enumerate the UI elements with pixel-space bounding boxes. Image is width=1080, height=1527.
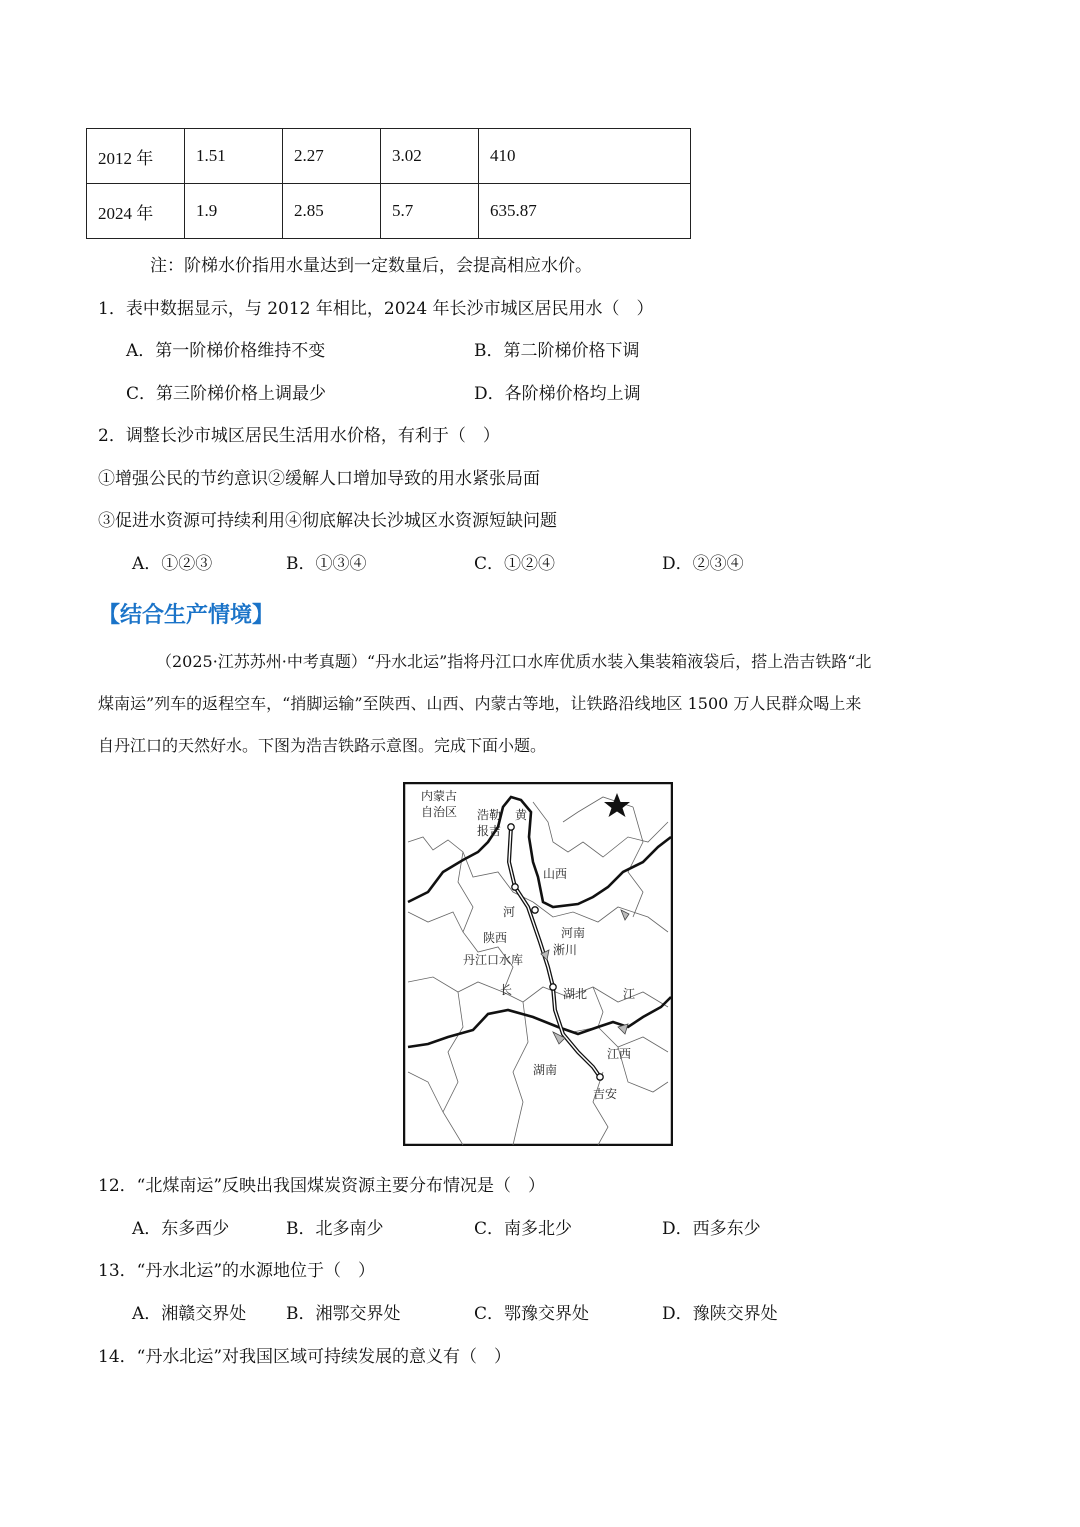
question-2-option-a: A．①②③	[132, 554, 213, 574]
question-2-statement-line: ①增强公民的节约意识②缓解人口增加导致的用水紧张局面	[98, 469, 540, 489]
map-label: 浩勒	[477, 808, 502, 822]
table-cell: 635.87	[479, 184, 691, 239]
question-1-option-a: A．第一阶梯价格维持不变	[126, 341, 326, 361]
table-cell: 2.85	[283, 184, 381, 239]
passage-line: （2025·江苏苏州·中考真题）“丹水北运”指将丹江口水库优质水装入集装箱液袋后，搭上浩吉铁路“北	[156, 652, 872, 671]
map-label: 内蒙古	[421, 789, 458, 803]
table-row	[87, 129, 691, 184]
question-13-option-c: C．鄂豫交界处	[474, 1304, 590, 1324]
question-13-stem: 13．“丹水北运”的水源地位于（ ）	[98, 1261, 376, 1281]
question-2-option-d: D．②③④	[662, 554, 744, 574]
table-cell: 2012 年	[87, 129, 185, 184]
map-label: 河南	[561, 926, 586, 940]
map-label: 河	[503, 905, 516, 919]
question-12-option-d: D．西多东少	[662, 1219, 761, 1239]
question-2-stem: 2．调整长沙市城区居民生活用水价格，有利于（ ）	[98, 426, 500, 446]
question-13-option-b: B．湘鄂交界处	[286, 1304, 401, 1324]
question-12-option-c: C．南多北少	[474, 1219, 573, 1239]
haoji-railway-map	[403, 782, 673, 1146]
table-cell: 3.02	[381, 129, 479, 184]
table-cell: 1.51	[185, 129, 283, 184]
table-cell: 1.9	[185, 184, 283, 239]
table-cell: 2.27	[283, 129, 381, 184]
map-label: 江	[623, 987, 636, 1001]
question-1-option-b: B．第二阶梯价格下调	[474, 341, 640, 361]
map-label: 陕西	[483, 931, 508, 945]
passage-line: 煤南运”列车的返程空车，“捎脚运输”至陕西、山西、内蒙古等地，让铁路沿线地区 1500 万人民群众喝上来	[98, 694, 862, 713]
map-label: 黄	[515, 808, 528, 822]
map-label: 湖北	[563, 987, 588, 1001]
question-1-option-c: C．第三阶梯价格上调最少	[126, 384, 327, 404]
map-label: 湖南	[533, 1063, 558, 1077]
question-13-option-a: A．湘赣交界处	[132, 1304, 247, 1324]
table-cell: 410	[479, 129, 691, 184]
question-2-statement-line: ③促进水资源可持续利用④彻底解决长沙城区水资源短缺问题	[98, 511, 557, 531]
map-label: 长	[500, 983, 513, 997]
question-1-option-d: D．各阶梯价格均上调	[474, 384, 641, 404]
question-1-stem: 1．表中数据显示，与 2012 年相比，2024 年长沙市城区居民用水（ ）	[98, 299, 654, 319]
passage-line: 自丹江口的天然好水。下图为浩吉铁路示意图。完成下面小题。	[98, 736, 547, 755]
question-14-stem: 14．“丹水北运”对我国区域可持续发展的意义有（ ）	[98, 1347, 512, 1367]
table-cell: 5.7	[381, 184, 479, 239]
map-label: 江西	[607, 1047, 632, 1061]
table-row	[87, 184, 691, 239]
table-cell: 2024 年	[87, 184, 185, 239]
map-label: 山西	[543, 867, 568, 881]
map-label: 自治区	[421, 805, 458, 819]
question-12-option-b: B．北多南少	[286, 1219, 384, 1239]
map-label: 丹江口水库	[463, 953, 524, 967]
map-label: 淅川	[553, 943, 578, 957]
question-13-option-d: D．豫陕交界处	[662, 1304, 778, 1324]
section-title: 【结合生产情境】	[98, 603, 275, 628]
passage	[98, 650, 998, 758]
map-label: 报吉	[477, 824, 502, 838]
question-12-stem: 12．“北煤南运”反映出我国煤炭资源主要分布情况是（ ）	[98, 1176, 546, 1196]
table-note: 注：阶梯水价指用水量达到一定数量后，会提高相应水价。	[150, 256, 592, 276]
water-price-table	[86, 128, 691, 239]
question-2-option-c: C．①②④	[474, 554, 556, 574]
map-label: 吉安	[593, 1087, 618, 1101]
question-2-option-b: B．①③④	[286, 554, 367, 574]
question-12-option-a: A．东多西少	[132, 1219, 230, 1239]
